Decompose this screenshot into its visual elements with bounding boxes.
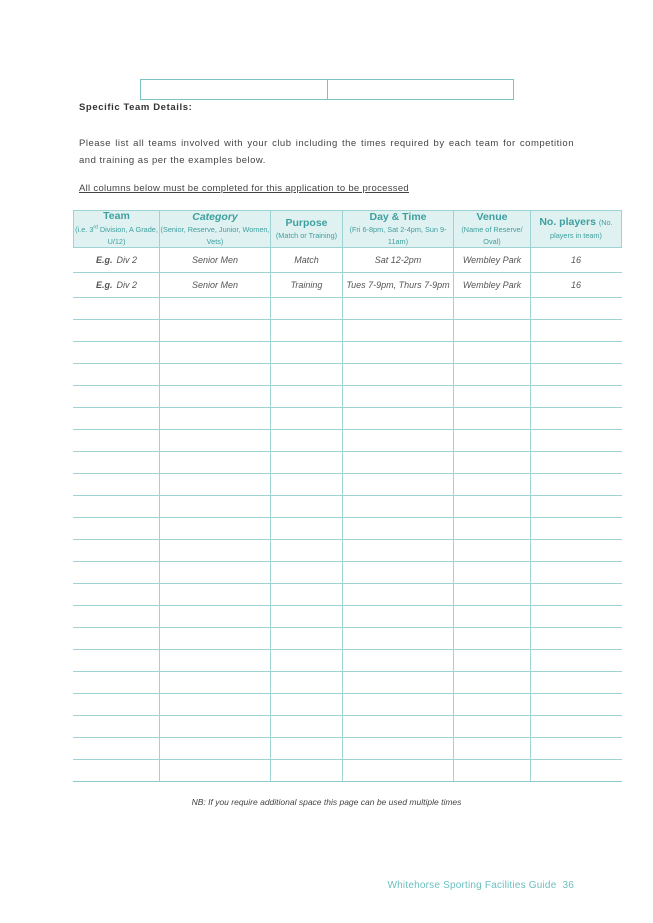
entry-category-cell[interactable] [160,386,271,408]
entry-purpose-cell[interactable] [271,364,343,386]
entry-team-cell[interactable] [74,562,160,584]
intro-paragraph: Please list all teams involved with your club including the times required by each team for competition and training as per the examples below. [79,138,574,166]
entry-category-cell[interactable] [160,738,271,760]
example-venue-cell[interactable]: Wembley Park [454,273,531,298]
entry-day-time-cell[interactable] [343,716,454,738]
entry-players-cell[interactable] [531,518,622,540]
entry-players-cell[interactable] [531,694,622,716]
entry-purpose-cell[interactable] [271,342,343,364]
entry-day-time-cell[interactable] [343,320,454,342]
example-venue-cell[interactable]: Wembley Park [454,248,531,273]
entry-players-cell[interactable] [531,760,622,782]
entry-day-time-cell[interactable] [343,738,454,760]
entry-day-time-cell[interactable] [343,430,454,452]
header-players: No. players (No. players in team) [531,211,622,248]
entry-purpose-cell[interactable] [271,562,343,584]
header-team: Team (i.e. 3rd Division, A Grade, U/12) [75,210,158,246]
blank-entry-row [74,364,622,386]
entry-players-cell[interactable] [531,562,622,584]
entry-day-time-cell[interactable] [343,606,454,628]
entry-players-cell[interactable] [531,606,622,628]
entry-venue-cell[interactable] [454,474,531,496]
entry-venue-cell[interactable] [454,320,531,342]
entry-venue-cell[interactable] [454,672,531,694]
entry-venue-cell[interactable] [454,650,531,672]
entry-day-time-cell[interactable] [343,628,454,650]
entry-players-cell[interactable] [531,474,622,496]
example-category-cell[interactable]: Senior Men [160,273,271,298]
example-category-cell[interactable]: Senior Men [160,248,271,273]
entry-purpose-cell[interactable] [271,430,343,452]
entry-category-cell[interactable] [160,606,271,628]
entry-venue-cell[interactable] [454,452,531,474]
entry-team-cell[interactable] [74,298,160,320]
entry-purpose-cell[interactable] [271,694,343,716]
entry-venue-cell[interactable] [454,298,531,320]
entry-category-cell[interactable] [160,672,271,694]
entry-team-cell[interactable] [74,694,160,716]
entry-category-cell[interactable] [160,518,271,540]
entry-venue-cell[interactable] [454,430,531,452]
entry-players-cell[interactable] [531,716,622,738]
entry-day-time-cell[interactable] [343,540,454,562]
entry-team-cell[interactable] [74,386,160,408]
entry-team-cell[interactable] [74,408,160,430]
entry-day-time-cell[interactable] [343,694,454,716]
blank-entry-row [74,298,622,320]
entry-category-cell[interactable] [160,584,271,606]
entry-players-cell[interactable] [531,496,622,518]
example-players-cell[interactable]: 16 [531,248,622,273]
entry-players-cell[interactable] [531,298,622,320]
entry-purpose-cell[interactable] [271,298,343,320]
entry-team-cell[interactable] [74,760,160,782]
entry-venue-cell[interactable] [454,738,531,760]
header-venue: Venue (Name of Reserve/ Oval) [454,211,531,248]
entry-venue-cell[interactable] [454,760,531,782]
entry-players-cell[interactable] [531,738,622,760]
blank-entry-row [74,584,622,606]
top-input-boxes [140,79,514,100]
entry-category-cell[interactable] [160,650,271,672]
blank-entry-row [74,738,622,760]
table-header-row [74,211,622,248]
entry-purpose-cell[interactable] [271,474,343,496]
entry-category-cell[interactable] [160,562,271,584]
entry-team-cell[interactable] [74,364,160,386]
example-purpose-cell[interactable]: Match [271,248,343,273]
entry-players-cell[interactable] [531,650,622,672]
blank-entry-row [74,606,622,628]
entry-players-cell[interactable] [531,408,622,430]
entry-team-cell[interactable] [74,716,160,738]
entry-venue-cell[interactable] [454,518,531,540]
example-team-cell[interactable]: E.g. Div 2 [74,248,160,273]
blank-entry-row [74,474,622,496]
blank-entry-row [74,408,622,430]
entry-team-cell[interactable] [74,584,160,606]
header-purpose: Purpose (Match or Training) [271,211,343,248]
blank-entry-row [74,342,622,364]
entry-category-cell[interactable] [160,298,271,320]
entry-day-time-cell[interactable] [343,650,454,672]
entry-day-time-cell[interactable] [343,672,454,694]
entry-day-time-cell[interactable] [343,760,454,782]
entry-players-cell[interactable] [531,320,622,342]
page-footer [388,880,574,891]
blank-entry-row [74,496,622,518]
entry-venue-cell[interactable] [454,584,531,606]
entry-day-time-cell[interactable] [343,298,454,320]
entry-venue-cell[interactable] [454,364,531,386]
top-input-box-left[interactable] [141,80,327,99]
page-number: 36 [562,880,574,891]
entry-team-cell[interactable] [74,474,160,496]
entry-purpose-cell[interactable] [271,606,343,628]
entry-players-cell[interactable] [531,364,622,386]
entry-team-cell[interactable] [74,496,160,518]
completion-notice: All columns below must be completed for this application to be processed [79,183,409,194]
entry-players-cell[interactable] [531,540,622,562]
blank-entry-row [74,386,622,408]
blank-entry-row [74,540,622,562]
entry-category-cell[interactable] [160,760,271,782]
team-details-table [73,210,622,782]
blank-entry-row [74,694,622,716]
entry-category-cell[interactable] [160,408,271,430]
entry-players-cell[interactable] [531,342,622,364]
entry-team-cell[interactable] [74,342,160,364]
entry-purpose-cell[interactable] [271,540,343,562]
entry-players-cell[interactable] [531,628,622,650]
entry-purpose-cell[interactable] [271,452,343,474]
entry-day-time-cell[interactable] [343,408,454,430]
entry-team-cell[interactable] [74,430,160,452]
entry-category-cell[interactable] [160,342,271,364]
header-category: Category (Senior, Reserve, Junior, Women, Vets) [160,210,270,246]
entry-purpose-cell[interactable] [271,386,343,408]
example-row [74,273,622,298]
entry-purpose-cell[interactable] [271,738,343,760]
blank-entry-row [74,650,622,672]
entry-day-time-cell[interactable] [343,584,454,606]
entry-category-cell[interactable] [160,694,271,716]
entry-team-cell[interactable] [74,606,160,628]
entry-team-cell[interactable] [74,540,160,562]
entry-purpose-cell[interactable] [271,760,343,782]
entry-purpose-cell[interactable] [271,496,343,518]
entry-category-cell[interactable] [160,430,271,452]
blank-entry-row [74,760,622,782]
entry-purpose-cell[interactable] [271,320,343,342]
entry-day-time-cell[interactable] [343,496,454,518]
entry-venue-cell[interactable] [454,408,531,430]
blank-entry-row [74,518,622,540]
entry-team-cell[interactable] [74,738,160,760]
entry-day-time-cell[interactable] [343,562,454,584]
example-players-cell[interactable]: 16 [531,273,622,298]
entry-players-cell[interactable] [531,430,622,452]
entry-purpose-cell[interactable] [271,628,343,650]
entry-purpose-cell[interactable] [271,408,343,430]
blank-entry-row [74,672,622,694]
entry-venue-cell[interactable] [454,540,531,562]
top-input-box-right[interactable] [327,80,514,99]
example-day-time-cell[interactable]: Sat 12-2pm [343,248,454,273]
blank-entry-row [74,320,622,342]
entry-category-cell[interactable] [160,628,271,650]
entry-day-time-cell[interactable] [343,386,454,408]
entry-team-cell[interactable] [74,628,160,650]
entry-day-time-cell[interactable] [343,452,454,474]
entry-category-cell[interactable] [160,452,271,474]
example-row [74,248,622,273]
blank-entry-row [74,430,622,452]
entry-category-cell[interactable] [160,540,271,562]
entry-purpose-cell[interactable] [271,672,343,694]
section-heading: Specific Team Details: [79,102,193,113]
entry-day-time-cell[interactable] [343,342,454,364]
entry-team-cell[interactable] [74,452,160,474]
blank-entry-row [74,562,622,584]
entry-venue-cell[interactable] [454,562,531,584]
entry-category-cell[interactable] [160,320,271,342]
entry-venue-cell[interactable] [454,716,531,738]
entry-team-cell[interactable] [74,518,160,540]
entry-venue-cell[interactable] [454,628,531,650]
entry-venue-cell[interactable] [454,386,531,408]
entry-players-cell[interactable] [531,452,622,474]
header-day-time: Day & Time (Fri 6-8pm, Sat 2-4pm, Sun 9-11am) [343,211,454,248]
entry-venue-cell[interactable] [454,694,531,716]
blank-entry-row [74,452,622,474]
entry-category-cell[interactable] [160,496,271,518]
entry-day-time-cell[interactable] [343,518,454,540]
entry-category-cell[interactable] [160,716,271,738]
entry-purpose-cell[interactable] [271,716,343,738]
footnote: NB: If you require additional space this page can be used multiple times [191,797,462,807]
entry-venue-cell[interactable] [454,496,531,518]
example-team-cell[interactable]: E.g. Div 2 [74,273,160,298]
example-purpose-cell[interactable]: Training [271,273,343,298]
entry-category-cell[interactable] [160,364,271,386]
entry-category-cell[interactable] [160,474,271,496]
entry-team-cell[interactable] [74,650,160,672]
entry-players-cell[interactable] [531,386,622,408]
entry-venue-cell[interactable] [454,342,531,364]
entry-purpose-cell[interactable] [271,650,343,672]
entry-purpose-cell[interactable] [271,584,343,606]
blank-entry-row [74,628,622,650]
example-day-time-cell[interactable]: Tues 7-9pm, Thurs 7-9pm [343,273,454,298]
entry-venue-cell[interactable] [454,606,531,628]
entry-team-cell[interactable] [74,320,160,342]
entry-players-cell[interactable] [531,584,622,606]
entry-team-cell[interactable] [74,672,160,694]
entry-purpose-cell[interactable] [271,518,343,540]
entry-day-time-cell[interactable] [343,364,454,386]
entry-players-cell[interactable] [531,672,622,694]
entry-day-time-cell[interactable] [343,474,454,496]
footer-title: Whitehorse Sporting Facilities Guide [387,880,557,891]
blank-entry-row [74,716,622,738]
